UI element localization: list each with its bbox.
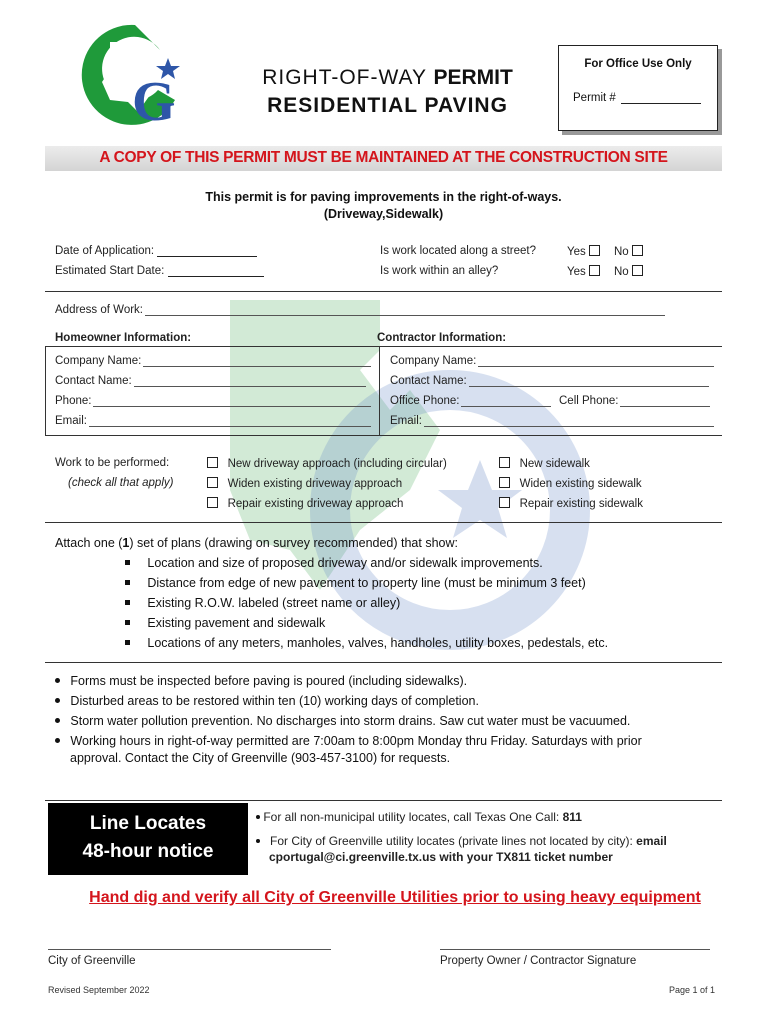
hand-dig-warning: Hand dig and verify all City of Greenville Utilities prior to using heavy equipment bbox=[89, 889, 701, 906]
alley-no[interactable]: No bbox=[614, 265, 643, 278]
checkbox[interactable] bbox=[207, 457, 218, 468]
date-application-field[interactable]: Date of Application: bbox=[55, 245, 257, 257]
site-copy-banner: A COPY OF THIS PERMIT MUST BE MAINTAINED AT THE CONSTRUCTION SITE bbox=[99, 149, 668, 166]
checkbox[interactable] bbox=[207, 477, 218, 488]
option-new-driveway[interactable]: New driveway approach (including circular) bbox=[207, 457, 447, 470]
bullet-icon bbox=[256, 839, 260, 843]
rule-item: Forms must be inspected before paving is poured (including sidewalks). bbox=[55, 674, 467, 688]
bullet-icon bbox=[125, 580, 130, 585]
work-hint: (check all that apply) bbox=[68, 477, 174, 489]
contractor-email-field[interactable]: Email: bbox=[390, 415, 714, 427]
option-new-sidewalk[interactable]: New sidewalk bbox=[499, 457, 590, 470]
svg-text:G: G bbox=[132, 71, 176, 130]
plans-lead: Attach one (1) set of plans (drawing on survey recommended) that show: bbox=[55, 536, 458, 550]
line-locates-notice: 48-hour notice bbox=[82, 841, 214, 862]
city-signature-label: City of Greenville bbox=[48, 955, 136, 967]
bullet-icon bbox=[125, 620, 130, 625]
option-repair-driveway[interactable]: Repair existing driveway approach bbox=[207, 497, 403, 510]
street-question: Is work located along a street? bbox=[380, 245, 536, 257]
office-use-label: For Office Use Only bbox=[584, 58, 692, 70]
rule-item: Working hours in right-of-way permitted are 7:00am to 8:00pm Monday thru Friday. Saturdays with prior bbox=[55, 734, 642, 748]
bullet-icon bbox=[55, 718, 60, 723]
office-use-box bbox=[558, 45, 718, 131]
bullet-icon bbox=[125, 600, 130, 605]
line-locates-title: Line Locates bbox=[89, 813, 207, 834]
owner-signature-label: Property Owner / Contractor Signature bbox=[440, 955, 637, 967]
option-widen-driveway[interactable]: Widen existing driveway approach bbox=[207, 477, 402, 490]
homeowner-header: Homeowner Information: bbox=[55, 332, 192, 344]
divider bbox=[45, 662, 722, 663]
intro-line-2: (Driveway,Sidewalk) bbox=[323, 207, 444, 221]
checkbox[interactable] bbox=[499, 477, 510, 488]
city-logo bbox=[80, 20, 190, 130]
contractor-contact-field[interactable]: Contact Name: bbox=[390, 375, 709, 387]
divider bbox=[45, 346, 46, 435]
permit-subtitle: RESIDENTIAL PAVING bbox=[267, 94, 508, 117]
line-locates-box bbox=[48, 803, 248, 875]
checkbox[interactable] bbox=[589, 265, 600, 276]
bullet-icon bbox=[55, 678, 60, 683]
address-field[interactable]: Address of Work: bbox=[55, 304, 665, 316]
divider bbox=[45, 800, 722, 801]
signature-line[interactable] bbox=[48, 949, 331, 950]
bullet-icon bbox=[125, 640, 130, 645]
divider bbox=[379, 346, 380, 435]
alley-question: Is work within an alley? bbox=[380, 265, 499, 277]
locates-email: cportugal@ci.greenville.tx.us with your TX811 ticket number bbox=[269, 850, 613, 864]
signature-line[interactable] bbox=[440, 949, 710, 950]
estimated-start-field[interactable]: Estimated Start Date: bbox=[55, 265, 264, 277]
locates-item-2: For City of Greenville utility locates (private lines not located by city): email bbox=[256, 834, 667, 848]
intro-line-1: This permit is for paving improvements in the right-of-ways. bbox=[205, 190, 562, 204]
bullet-icon bbox=[125, 560, 130, 565]
contractor-company-field[interactable]: Company Name: bbox=[390, 355, 714, 367]
divider bbox=[45, 435, 722, 436]
checkbox[interactable] bbox=[589, 245, 600, 256]
contractor-cell-phone-field[interactable]: Cell Phone: bbox=[559, 395, 710, 407]
street-yes[interactable]: Yes bbox=[567, 245, 600, 258]
checkbox[interactable] bbox=[632, 265, 643, 276]
homeowner-phone-field[interactable]: Phone: bbox=[55, 395, 371, 407]
divider bbox=[45, 522, 722, 523]
page-number: Page 1 of 1 bbox=[669, 985, 716, 995]
plans-item: Existing pavement and sidewalk bbox=[125, 616, 325, 630]
bullet-icon bbox=[55, 698, 60, 703]
divider bbox=[45, 291, 722, 292]
bullet-icon bbox=[256, 815, 260, 819]
permit-number-field[interactable]: Permit # bbox=[573, 92, 701, 104]
homeowner-contact-field[interactable]: Contact Name: bbox=[55, 375, 366, 387]
checkbox[interactable] bbox=[632, 245, 643, 256]
alley-yes[interactable]: Yes bbox=[567, 265, 600, 278]
work-label: Work to be performed: bbox=[55, 457, 170, 469]
checkbox[interactable] bbox=[499, 457, 510, 468]
bullet-icon bbox=[55, 738, 60, 743]
homeowner-email-field[interactable]: Email: bbox=[55, 415, 371, 427]
homeowner-company-field[interactable]: Company Name: bbox=[55, 355, 371, 367]
permit-title: RIGHT-OF-WAY PERMIT bbox=[262, 66, 513, 89]
revised-date: Revised September 2022 bbox=[48, 985, 150, 995]
plans-item: Locations of any meters, manholes, valves, handholes, utility boxes, pedestals, etc. bbox=[125, 636, 608, 650]
locates-item-1: For all non-municipal utility locates, call Texas One Call: 811 bbox=[256, 810, 582, 824]
contractor-office-phone-field[interactable]: Office Phone: bbox=[390, 395, 551, 407]
checkbox[interactable] bbox=[499, 497, 510, 508]
checkbox[interactable] bbox=[207, 497, 218, 508]
plans-item: Distance from edge of new pavement to property line (must be minimum 3 feet) bbox=[125, 576, 586, 590]
rule-item-continued: approval. Contact the City of Greenville (903-457-3100) for requests. bbox=[70, 751, 451, 765]
divider bbox=[45, 346, 722, 347]
rule-item: Storm water pollution prevention. No discharges into storm drains. Saw cut water must be vacuumed. bbox=[55, 714, 630, 728]
rule-item: Disturbed areas to be restored within ten (10) working days of completion. bbox=[55, 694, 479, 708]
plans-item: Existing R.O.W. labeled (street name or alley) bbox=[125, 596, 400, 610]
option-widen-sidewalk[interactable]: Widen existing sidewalk bbox=[499, 477, 642, 490]
plans-item: Location and size of proposed driveway and/or sidewalk improvements. bbox=[125, 556, 543, 570]
option-repair-sidewalk[interactable]: Repair existing sidewalk bbox=[499, 497, 643, 510]
street-no[interactable]: No bbox=[614, 245, 643, 258]
contractor-header: Contractor Information: bbox=[377, 332, 507, 344]
